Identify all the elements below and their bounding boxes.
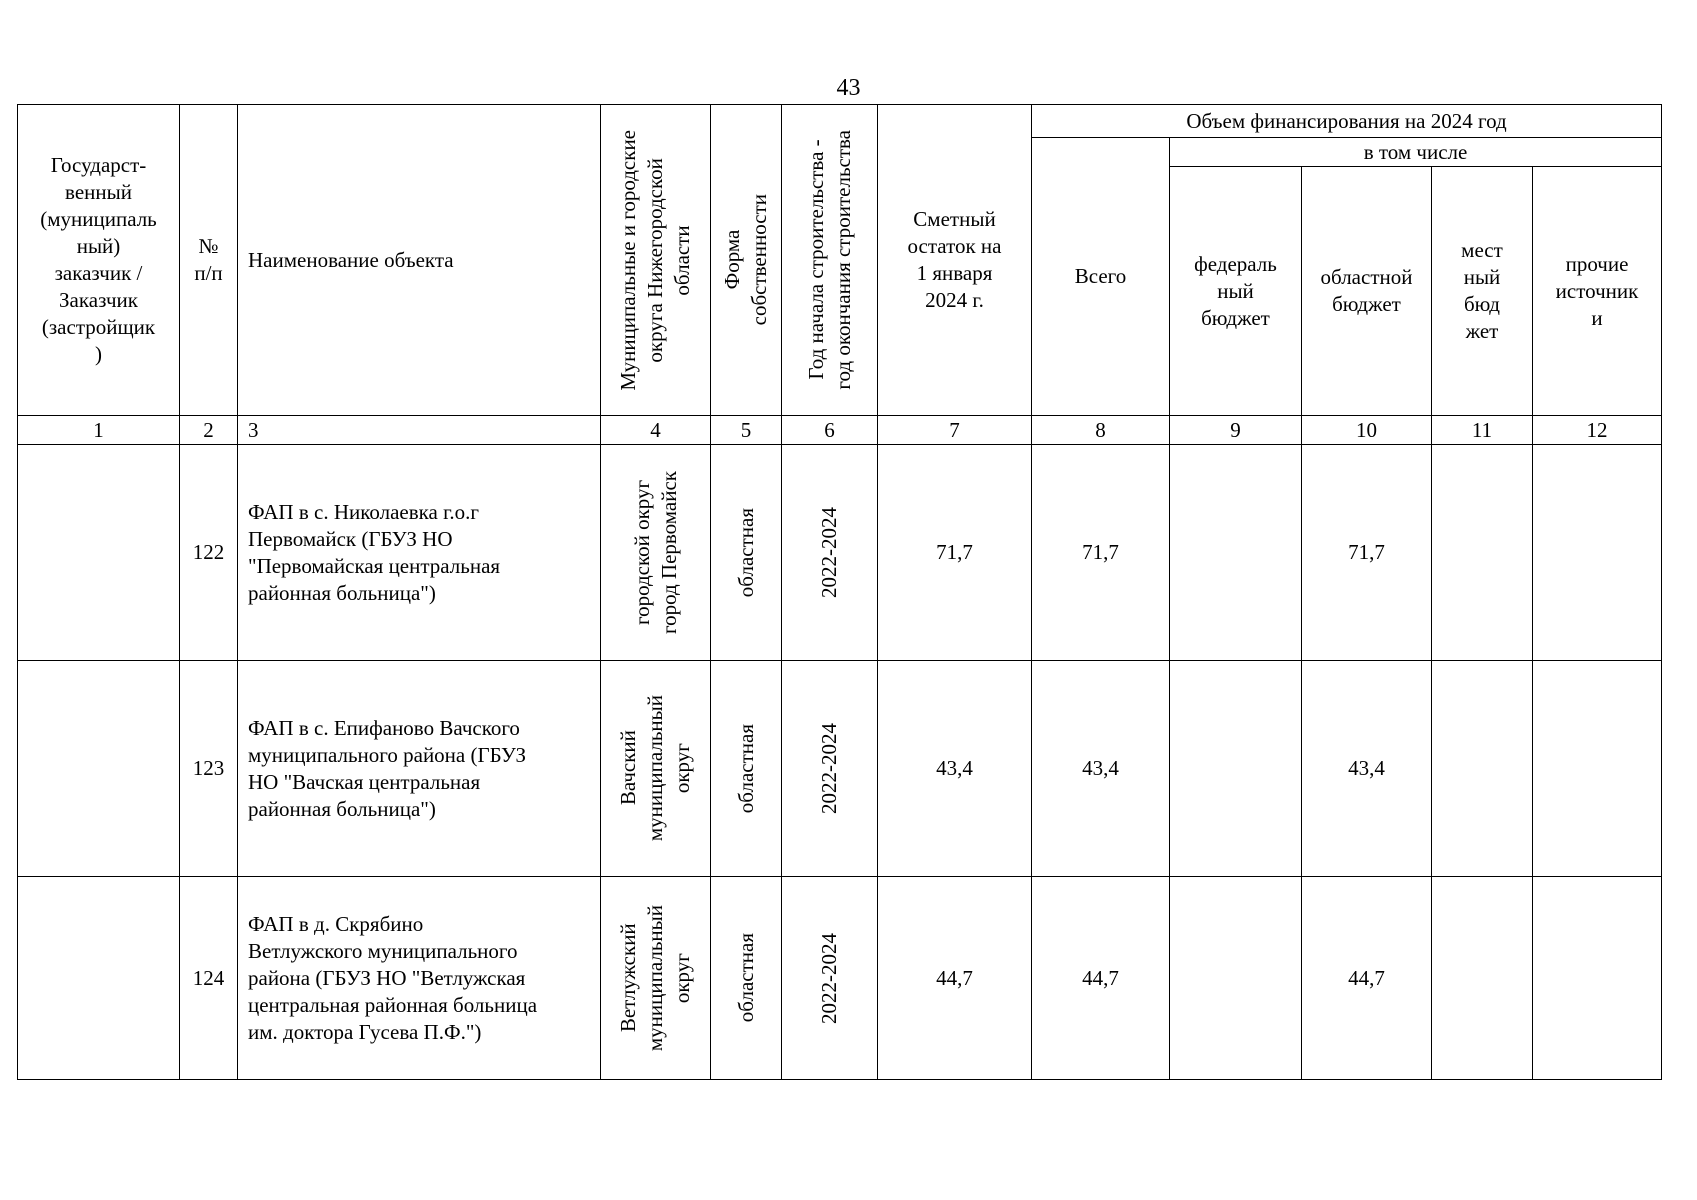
header-index: № п/п (180, 105, 238, 416)
header-funding-title: Объем финансирования на 2024 год (1032, 105, 1662, 138)
header-federal: федераль ный бюджет (1170, 167, 1302, 416)
row-municipality: Вачский муниципальный округ (601, 661, 711, 877)
row-municipality: Ветлужский муниципальный округ (601, 877, 711, 1080)
header-years: Год начала строительства - год окончания строительства (782, 105, 878, 416)
column-number: 12 (1533, 416, 1662, 445)
row-object-name: ФАП в д. Скрябино Ветлужского муниципального района (ГБУЗ НО "Ветлужская центральная районная больница им. доктора Гусева П.Ф.") (238, 877, 601, 1080)
row-balance: 43,4 (878, 661, 1032, 877)
row-total: 43,4 (1032, 661, 1170, 877)
row-local (1432, 877, 1533, 1080)
row-index: 124 (180, 877, 238, 1080)
column-number: 8 (1032, 416, 1170, 445)
header-balance: Сметный остаток на 1 января 2024 г. (878, 105, 1032, 416)
header-municipality: Муниципальные и городские округа Нижегородской области (601, 105, 711, 416)
page-number: 43 (836, 75, 861, 101)
row-total: 71,7 (1032, 445, 1170, 661)
header-regional: областной бюджет (1302, 167, 1432, 416)
row-federal (1170, 661, 1302, 877)
column-number-row (18, 416, 1662, 445)
column-number: 6 (782, 416, 878, 445)
header-customer: Государст- венный (муниципаль ный) заказчик / Заказчик (застройщик ) (18, 105, 180, 416)
header-local: мест ный бюд жет (1432, 167, 1533, 416)
header-total: Всего (1032, 138, 1170, 416)
column-number: 10 (1302, 416, 1432, 445)
construction-funding-table (17, 104, 1662, 1080)
row-total: 44,7 (1032, 877, 1170, 1080)
row-other (1533, 877, 1662, 1080)
row-balance: 71,7 (878, 445, 1032, 661)
row-other (1533, 445, 1662, 661)
header-other: прочие источник и (1533, 167, 1662, 416)
row-customer (18, 445, 180, 661)
row-years: 2022-2024 (782, 877, 878, 1080)
column-number: 4 (601, 416, 711, 445)
row-object-name: ФАП в с. Епифаново Вачского муниципального района (ГБУЗ НО "Вачская центральная районная больница") (238, 661, 601, 877)
row-federal (1170, 445, 1302, 661)
column-number: 9 (1170, 416, 1302, 445)
column-number: 1 (18, 416, 180, 445)
row-balance: 44,7 (878, 877, 1032, 1080)
row-ownership: областная (711, 877, 782, 1080)
row-customer (18, 661, 180, 877)
row-regional: 71,7 (1302, 445, 1432, 661)
table-row (18, 445, 1662, 661)
row-customer (18, 877, 180, 1080)
row-regional: 43,4 (1302, 661, 1432, 877)
column-number: 7 (878, 416, 1032, 445)
header-object-name: Наименование объекта (238, 105, 601, 416)
row-local (1432, 661, 1533, 877)
row-other (1533, 661, 1662, 877)
row-object-name: ФАП в с. Николаевка г.о.г Первомайск (ГБУЗ НО "Первомайская центральная районная больница") (238, 445, 601, 661)
column-number: 3 (238, 416, 601, 445)
header-row-1 (18, 105, 1662, 138)
row-local (1432, 445, 1533, 661)
row-federal (1170, 877, 1302, 1080)
table-row (18, 877, 1662, 1080)
column-number: 5 (711, 416, 782, 445)
row-regional: 44,7 (1302, 877, 1432, 1080)
header-including: в том числе (1170, 138, 1662, 167)
row-years: 2022-2024 (782, 661, 878, 877)
table-row (18, 661, 1662, 877)
column-number: 11 (1432, 416, 1533, 445)
row-municipality: городской округ город Первомайск (601, 445, 711, 661)
row-index: 123 (180, 661, 238, 877)
header-ownership: Форма собственности (711, 105, 782, 416)
row-years: 2022-2024 (782, 445, 878, 661)
row-ownership: областная (711, 661, 782, 877)
row-index: 122 (180, 445, 238, 661)
row-ownership: областная (711, 445, 782, 661)
column-number: 2 (180, 416, 238, 445)
